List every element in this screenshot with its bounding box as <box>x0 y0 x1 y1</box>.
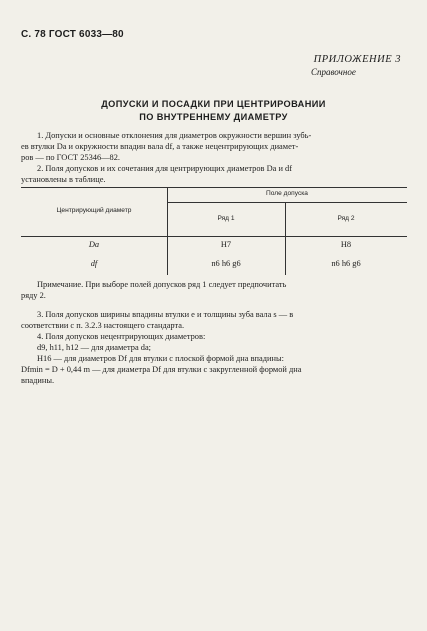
table-cell-row1: n6 h6 g6 <box>211 259 241 268</box>
para4-line-2: d9, h11, h12 — для диаметра dа; <box>37 343 151 352</box>
para2-line-2: установлены в таблице. <box>21 175 106 184</box>
table-cell-row2: n6 h6 g6 <box>331 259 361 268</box>
appendix-title: ПРИЛОЖЕНИЕ 3 <box>313 54 401 65</box>
para2-line-1: 2. Поля допусков и их сочетания для центрирующих диаметров Dа и df <box>37 164 292 173</box>
appendix-subtitle: Справочное <box>311 67 356 77</box>
table-cell-diameter: df <box>90 259 98 268</box>
sub-header-row2: Ряд 2 <box>337 215 355 222</box>
sub-header-row1: Ряд 1 <box>217 215 235 222</box>
table-cell-row2: H8 <box>340 240 352 249</box>
table-cell-diameter: Dа <box>88 240 100 249</box>
section-title-line-2: ПО ВНУТРЕННЕМУ ДИАМЕТРУ <box>139 112 288 122</box>
para1-line-2: ев втулки Dа и окружности впадин вала df, а также нецентрирующих диамет- <box>21 142 299 151</box>
para1-line-3: ров — по ГОСТ 25346—82. <box>21 153 121 162</box>
group-header-tolerance: Поле допуска <box>266 190 308 197</box>
section-title-line-1: ДОПУСКИ И ПОСАДКИ ПРИ ЦЕНТРИРОВАНИИ <box>101 99 326 109</box>
para4-line-4: Dfmin = D + 0,44 m — для диаметра Df для втулки с закругленной формой дна <box>21 365 302 374</box>
note-line-2: ряду 2. <box>21 291 46 300</box>
note-line-1: Примечание. При выборе полей допусков ряд 1 следует предпочитать <box>37 280 287 289</box>
tolerance-table <box>21 187 407 275</box>
para4-line-3: H16 — для диаметров Df для втулки с плоской формой дна впадины: <box>37 354 284 363</box>
col-header-diameter: Центрирующий диаметр <box>56 207 132 214</box>
para3-line-2: соответствии с п. 3.2.3 настоящего стандарта. <box>21 321 185 330</box>
para4-line-5: впадины. <box>21 376 55 385</box>
table-rule <box>21 187 407 188</box>
table-rule <box>167 202 407 203</box>
para4-line-1: 4. Поля допусков нецентрирующих диаметров: <box>37 332 206 341</box>
page-header: С. 78 ГОСТ 6033—80 <box>21 29 124 40</box>
para3-line-1: 3. Поля допусков ширины впадины втулки e и толщины зуба вала s — в <box>37 310 294 319</box>
table-cell-row1: H7 <box>220 240 232 249</box>
table-rule <box>21 236 407 237</box>
para1-line-1: 1. Допуски и основные отклонения для диаметров окружности вершин зубь- <box>37 131 312 140</box>
